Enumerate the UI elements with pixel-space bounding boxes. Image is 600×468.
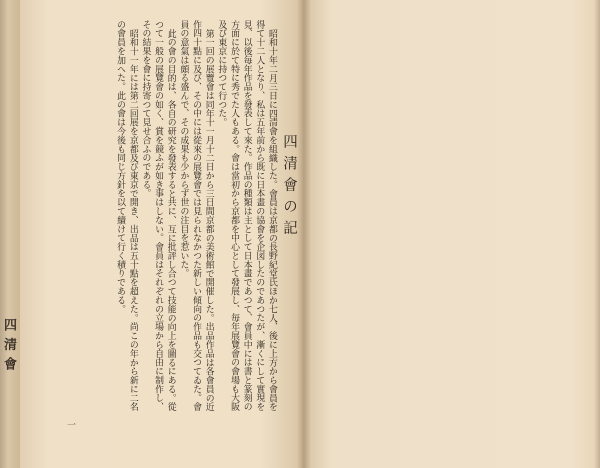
spine-label: 四 清 會 (1, 318, 16, 372)
left-page (20, 0, 303, 468)
body-text (72, 20, 278, 412)
paragraph: 昭和十一年には第二回展を京都及び東京で開き、出品は五十點を超えた。尚この年から新に二名の會員を加へた。此の會は今後も同じ方針を以て續けて行く積りである。 (115, 20, 138, 412)
right-page (303, 0, 600, 468)
page-number: 一 (67, 421, 77, 431)
page-edge-shadow (594, 0, 600, 468)
book-gutter (297, 0, 311, 468)
book-spine (0, 0, 21, 468)
paragraph: 昭和十年二月三日に四清會を組織した。會員は京都の長野紀堂氏ほか七人、後に上方から會員を得て十二人となり、私は五年前から既に日本畫の協會を企図したのであつたが、漸くにして實現を見、以後毎年作品を發表して來た。作品の種類は主として日本畫であつて、會員中には書と篆刻の方面に於て特に秀でた人もある。會は當初から京都を中心として發展し、毎年展覽會の會場も大阪及び東京に持つて行つた。 (216, 20, 277, 412)
paragraph: 此の會の目的は、各自の研究を發表すると共に、互に批評し合つて技能の向上を圖るにある。從つて一般の展覽會の如く、賞を競ふが如き事はしない。會員はそれぞれの立場から自由に制作し、その結果を會に持寄つて見せ合ふのである。 (140, 20, 176, 412)
chapter-title: 四清會の記 (281, 134, 297, 242)
paragraph: 第一回の展覽會は同年十一月十二日から三日間京都の美術館で開催した。出品作品は各會員の近作四十點に及び、その中には從來の展覽會では見られなかつた新しい傾向の作品も交つてゐた。會員の意氣は頗る盛んで、その成果も少からず世の注目を惹いた。 (178, 20, 214, 412)
